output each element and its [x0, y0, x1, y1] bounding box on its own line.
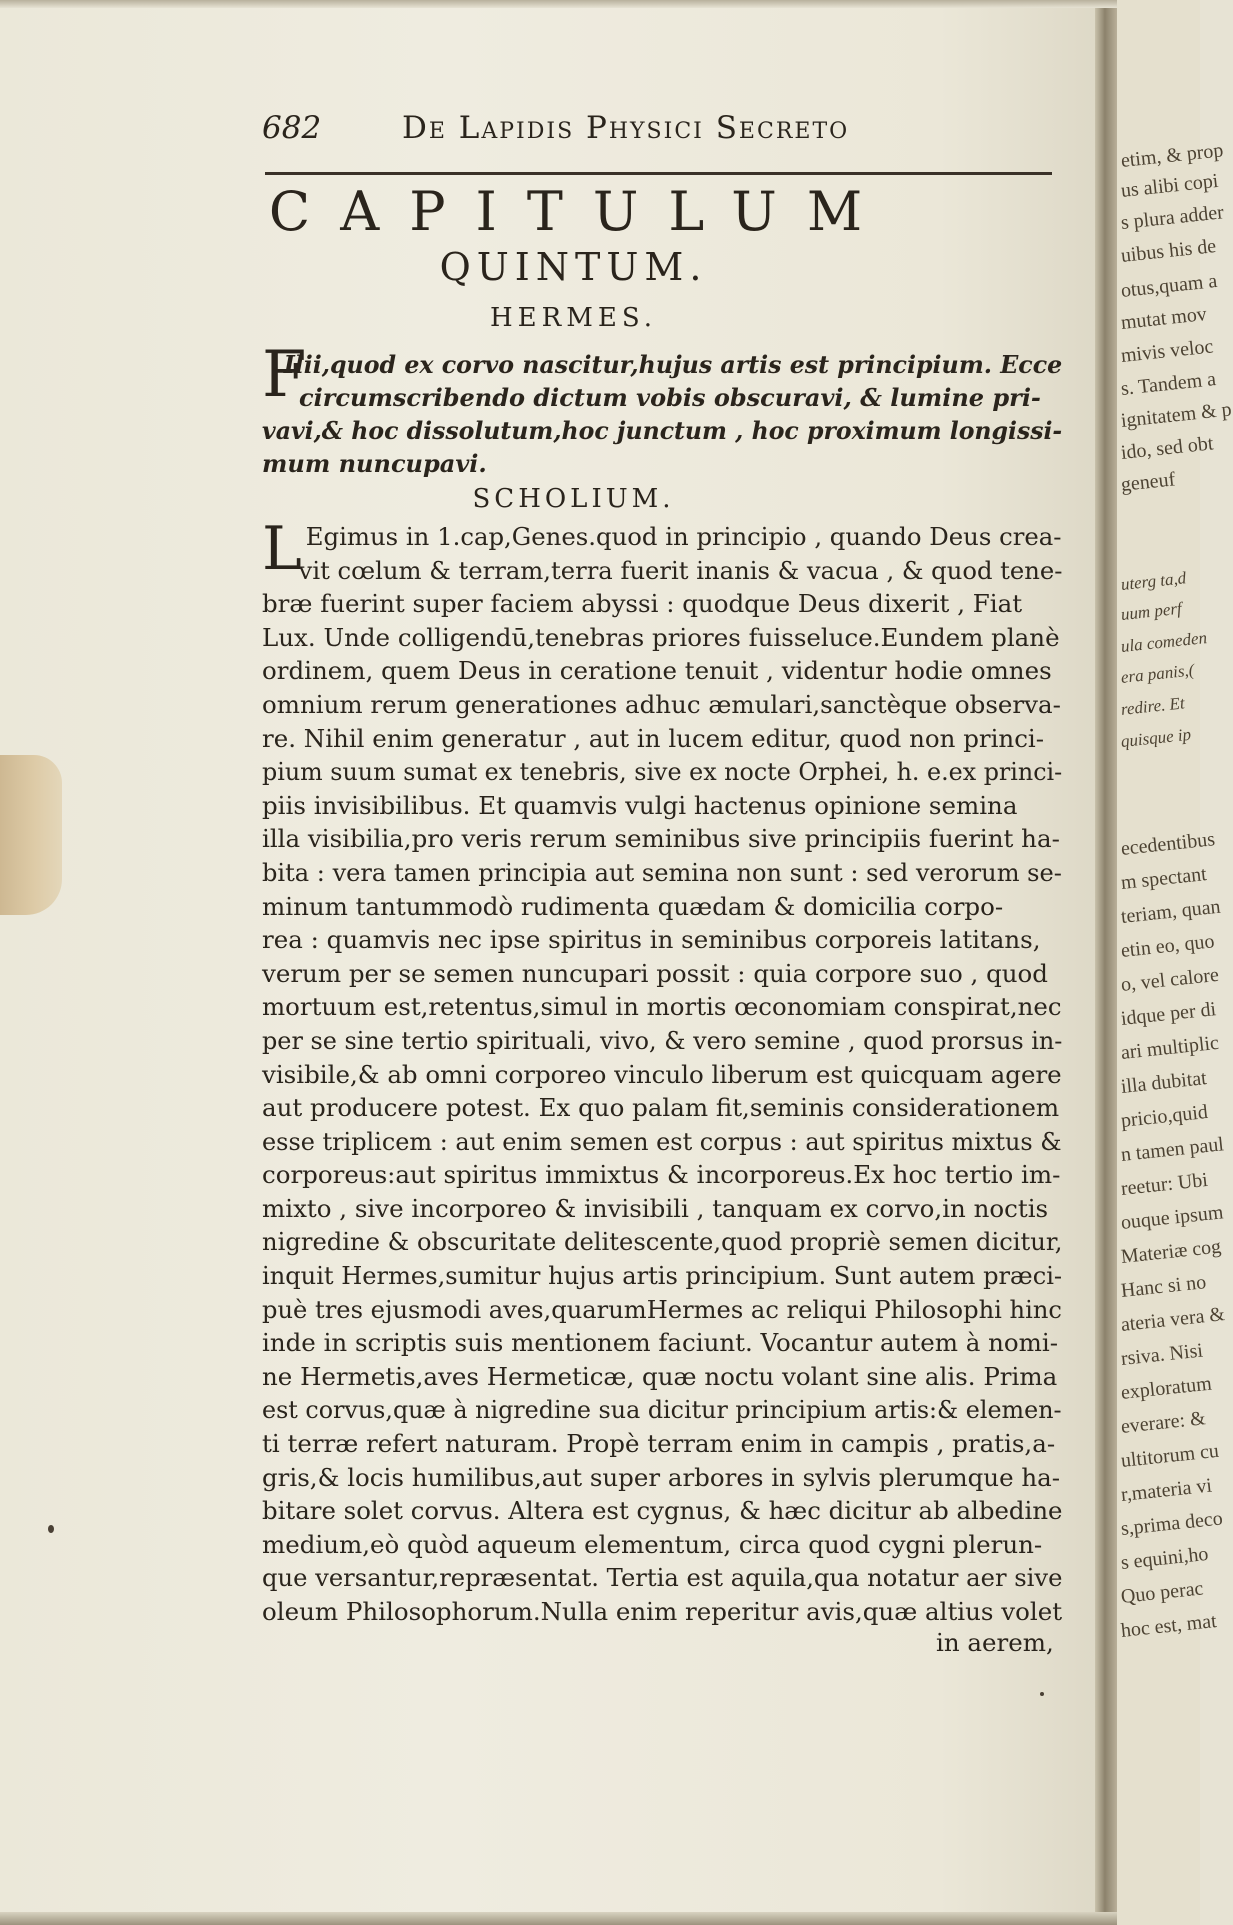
bleed-line: Materiæ cog	[1119, 1235, 1223, 1268]
running-head	[262, 110, 1062, 150]
bleed-line: everare: &	[1119, 1407, 1207, 1438]
body-line: bita : vera tamen principia aut semina non sunt : sed verorum se-	[262, 857, 1062, 887]
body-line: visibile,& ab omni corporeo vinculo liberum est quicquam agere	[262, 1059, 1062, 1089]
bleed-line: teriam, quan	[1119, 895, 1222, 928]
body-line: gris,& locis humilibus,aut super arbores in sylvis plerumque ha-	[262, 1462, 1061, 1492]
bleed-line: uterg ta,d	[1119, 568, 1188, 594]
chapter-subtitle: QUINTUM.	[439, 245, 708, 289]
body-line: Lux. Unde colligendū,tenebras priores fuisseluce.Eundem planè	[262, 622, 1060, 652]
bleed-line: otus,quam a	[1119, 269, 1219, 302]
body-line: mortuum est,retentus,simul in mortis œconomiam conspirat,nec	[262, 992, 1062, 1022]
bleed-line: Hanc si no	[1119, 1271, 1208, 1302]
bleed-line: rsiva. Nisi	[1119, 1339, 1204, 1370]
bleed-line: ouque ipsum	[1119, 1201, 1225, 1234]
bleed-line: hoc est, mat	[1119, 1610, 1218, 1642]
body-line: bræ fuerint super faciem abyssi : quodque Deus dixerit , Fiat	[262, 589, 1023, 619]
facing-page-bleed	[1117, 0, 1233, 1925]
scholium-body	[262, 514, 1063, 1629]
bleed-line: redire. Et	[1119, 693, 1186, 719]
header-rule	[265, 172, 1052, 175]
scholium-heading: SCHOLIUM.	[472, 484, 675, 514]
quote-line: circumscribendo dictum vobis obscuravi, & lumine pri-	[299, 383, 1041, 412]
bleed-line: geneuf	[1119, 468, 1177, 496]
page-number: 682	[262, 110, 322, 146]
body-line: Egimus in 1.cap,Genes.quod in principio , quando Deus crea-	[305, 522, 1062, 551]
bleed-line: era panis,(	[1119, 660, 1196, 687]
running-title: De Lapidis Physici Secreto	[402, 110, 850, 146]
body-line: mixto , sive incorporeo & invisibili , tanquam ex corvo,in noctis	[262, 1193, 1049, 1223]
body-line: ti terræ refert naturam. Propè terram enim in campis , pratis,a-	[262, 1429, 1056, 1459]
bleed-line: us alibi copi	[1119, 169, 1220, 202]
bleed-line: quisque ip	[1119, 724, 1192, 751]
bleed-line: ari multiplic	[1119, 1031, 1220, 1064]
body-line: ne Hermetis,aves Hermeticæ, quæ noctu volant sine alis. Prima	[262, 1361, 1058, 1391]
body-line: minum tantummodò rudimenta quædam & domicilia corpo-	[262, 891, 1004, 921]
bleed-line: o, vel calore	[1119, 963, 1220, 996]
tape-mark	[0, 755, 62, 915]
bleed-line: mutat mov	[1119, 303, 1208, 334]
bleed-line: r,materia vi	[1119, 1474, 1213, 1506]
bleed-line: ignitatem & p	[1119, 398, 1233, 432]
quote-line: vavi,& hoc dissolutum,hoc junctum , hoc proximum longissi-	[262, 416, 1063, 445]
body-line: inde in scriptis suis mentionem faciunt. Vocantur autem à nomi-	[262, 1328, 1058, 1358]
body-line: re. Nihil enim generatur , aut in lucem editur, quod non princi-	[262, 723, 1045, 753]
body-line: piis invisibilibus. Et quamvis vulgi hactenus opinione semina	[262, 790, 1018, 820]
bleed-line: s,prima deco	[1119, 1507, 1224, 1540]
bleed-line: etim, & prop	[1119, 139, 1225, 172]
bleed-line: ultitorum cu	[1119, 1439, 1220, 1472]
body-line: vit cœlum & terram,terra fuerit inanis & vacua , & quod tene-	[298, 555, 1063, 585]
body-line: medium,eò quòd aqueum elementum, circa quod cygni plerun-	[262, 1529, 1043, 1559]
bleed-line: exploratum	[1119, 1372, 1213, 1404]
quote-line: Ilii,quod ex corvo nascitur,hujus artis est principium. Ecce	[283, 350, 1063, 379]
body-line: illa visibilia,pro veris rerum seminibus sive principiis fuerint ha-	[262, 824, 1060, 854]
bleed-line: pricio,quid	[1119, 1100, 1209, 1132]
quote-drop-cap: F	[262, 338, 307, 412]
bleed-line: uibus his de	[1119, 235, 1218, 267]
bleed-line: n tamen paul	[1119, 1133, 1225, 1166]
hermes-quote	[262, 348, 1062, 480]
bleed-line: mivis veloc	[1119, 335, 1215, 367]
bleed-line: ateria vera &	[1119, 1303, 1226, 1336]
body-line: nigredine & obscuritate delitescente,quod propriè semen dicitur,	[262, 1227, 1063, 1257]
bleed-line: s. Tandem a	[1119, 368, 1218, 400]
body-line: oleum Philosophorum.Nulla enim reperitur avis,quæ altius volet	[262, 1597, 1063, 1626]
bleed-line: Quo perac	[1119, 1577, 1205, 1608]
bleed-line: s plura adder	[1119, 201, 1225, 234]
bleed-line: etin eo, quo	[1119, 930, 1216, 962]
body-line: corporeus:aut spiritus immixtus & incorporeus.Ex hoc tertio im-	[262, 1160, 1061, 1190]
body-line: bitare solet corvus. Altera est cygnus, & hæc dicitur ab albedine	[262, 1496, 1063, 1526]
bleed-line: illa dubitat	[1119, 1067, 1208, 1098]
top-edge	[0, 0, 1200, 8]
body-line: inquit Hermes,sumitur hujus artis principium. Sunt autem præci-	[262, 1261, 1063, 1291]
ink-spot	[1040, 1692, 1044, 1696]
speaker-heading: HERMES.	[490, 303, 657, 333]
body-line: per se sine tertio spirituali, vivo, & vero semine , quod prorsus in-	[262, 1025, 1063, 1055]
body-line: rea : quamvis nec ipse spiritus in seminibus corporeis latitans,	[262, 925, 1041, 955]
bottom-edge	[0, 1912, 1200, 1925]
body-line: est corvus,quæ à nigredine sua dicitur principium artis:& elemen-	[262, 1395, 1062, 1425]
chapter-title: CAPITULUM	[268, 180, 893, 243]
bleed-line: m spectant	[1119, 863, 1208, 894]
body-line: verum per se semen nuncupari possit : quia corpore suo , quod	[262, 958, 1048, 988]
bleed-line: ula comeden	[1119, 628, 1208, 656]
quote-line: mum nuncupavi.	[262, 449, 487, 478]
body-line: aut producere potest. Ex quo palam fit,seminis considerationem	[262, 1093, 1060, 1123]
bleed-line: ecedentibus	[1119, 828, 1216, 860]
bleed-line: ido, sed obt	[1119, 432, 1215, 464]
catchword: in aerem,	[936, 1628, 1054, 1657]
body-line: ordinem, quem Deus in ceratione tenuit , videntur hodie omnes	[262, 656, 1052, 686]
bleed-line: idque per di	[1119, 998, 1218, 1030]
scholium-drop-cap: L	[262, 514, 302, 584]
bleed-line: reetur: Ubi	[1119, 1168, 1209, 1200]
body-line: pium suum sumat ex tenebris, sive ex nocte Orphei, h. e.ex princi-	[262, 757, 1063, 787]
body-line: puè tres ejusmodi aves,quarumHermes ac reliqui Philosophi hinc	[262, 1294, 1062, 1324]
body-line: esse triplicem : aut enim semen est corpus : aut spiritus mixtus &	[262, 1126, 1062, 1156]
bleed-line: uum perf	[1119, 598, 1183, 624]
ink-spot	[48, 1525, 54, 1533]
body-line: omnium rerum generationes adhuc æmulari,sanctèque observa-	[262, 689, 1061, 719]
bleed-line: s equini,ho	[1119, 1542, 1210, 1574]
body-line: que versantur,repræsentat. Tertia est aquila,qua notatur aer sive	[262, 1563, 1063, 1593]
